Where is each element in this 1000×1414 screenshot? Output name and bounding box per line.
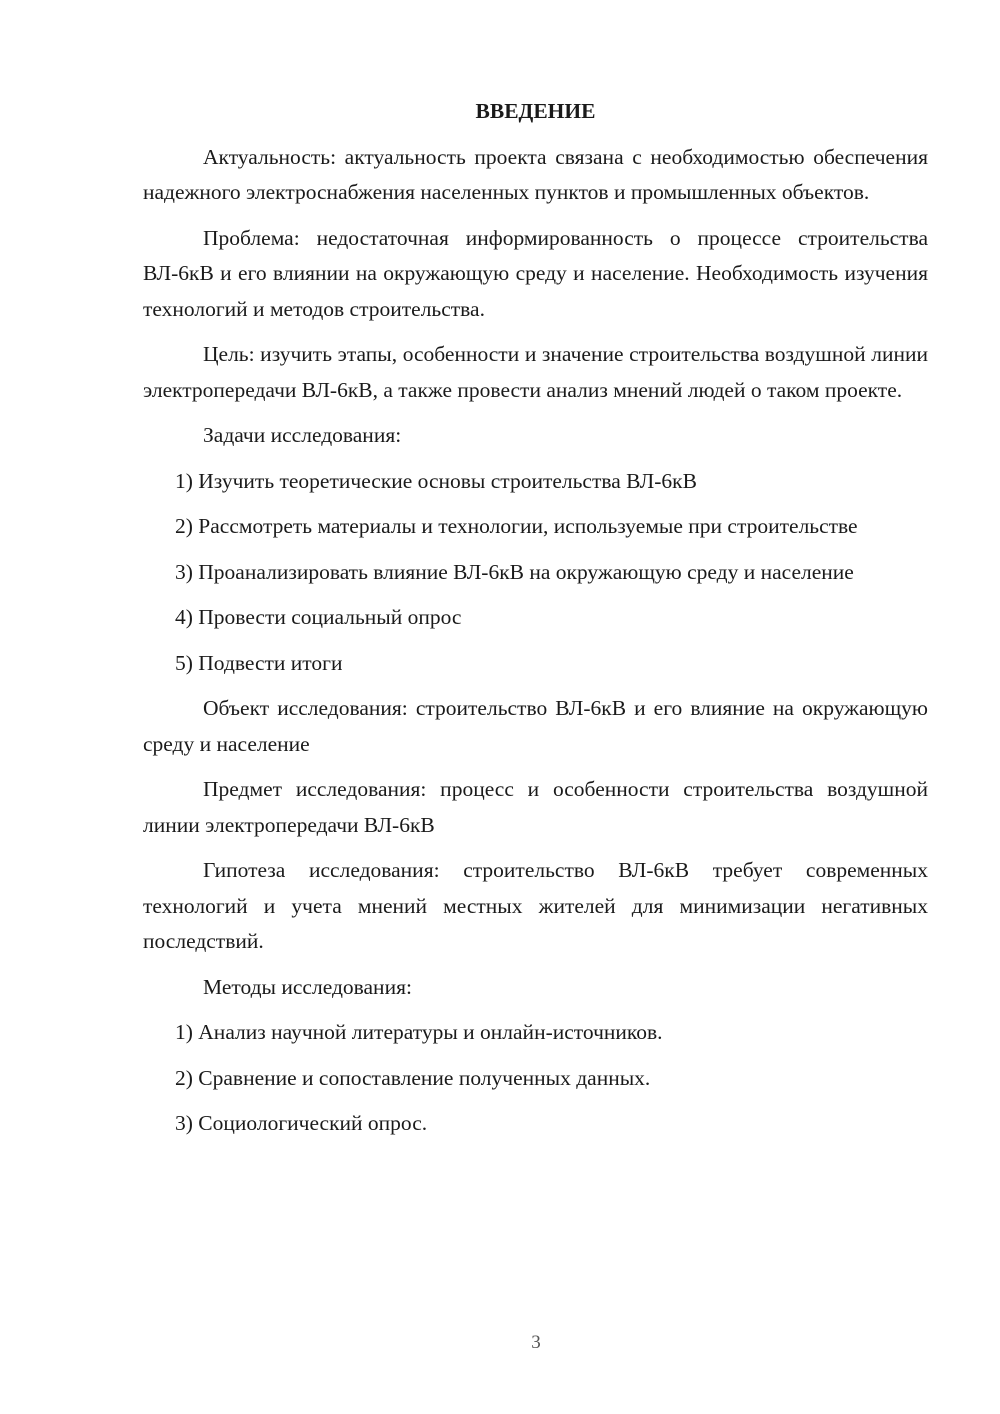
method-item: 3) Социологический опрос. xyxy=(175,1111,428,1135)
task-item: 5) Подвести итоги xyxy=(175,650,343,675)
document-body xyxy=(143,94,928,1152)
task-item: 2) Рассмотреть материалы и технологии, используемые при строительстве xyxy=(175,514,858,538)
section-title: ВВЕДЕНИЕ xyxy=(475,99,596,123)
problem-paragraph: Проблема: недостаточная информированность о процессе строительства ВЛ-6кВ и его влиянии на окружающую среду и население. Необходимость изучения технологий и методов строительства. xyxy=(143,225,928,321)
methods-heading: Методы исследования: xyxy=(203,974,412,999)
relevance-paragraph: Актуальность: актуальность проекта связана с необходимостью обеспечения надежного электроснабжения населенных пунктов и промышленных объектов. xyxy=(143,144,928,204)
page-number: 3 xyxy=(531,1332,541,1353)
task-item: 4) Провести социальный опрос xyxy=(175,605,462,629)
method-item: 1) Анализ научной литературы и онлайн-источников. xyxy=(175,1020,663,1044)
hypothesis-paragraph: Гипотеза исследования: строительство ВЛ-6кВ требует современных технологий и учета мнений местных жителей для минимизации негативных последствий. xyxy=(143,858,928,953)
method-item: 2) Сравнение и сопоставление полученных данных. xyxy=(175,1065,651,1090)
object-paragraph: Объект исследования: строительство ВЛ-6кВ и его влияние на окружающую среду и население xyxy=(143,696,928,756)
task-item: 3) Проанализировать влияние ВЛ-6кВ на окружающую среду и население xyxy=(175,559,854,584)
subject-paragraph: Предмет исследования: процесс и особенности строительства воздушной линии электропередачи ВЛ-6кВ xyxy=(143,777,928,837)
goal-paragraph: Цель: изучить этапы, особенности и значение строительства воздушной линии электропередачи ВЛ-6кВ, а также провести анализ мнений людей о таком проекте. xyxy=(143,342,928,402)
task-item: 1) Изучить теоретические основы строительства ВЛ-6кВ xyxy=(175,468,697,493)
tasks-heading: Задачи исследования: xyxy=(203,423,402,447)
